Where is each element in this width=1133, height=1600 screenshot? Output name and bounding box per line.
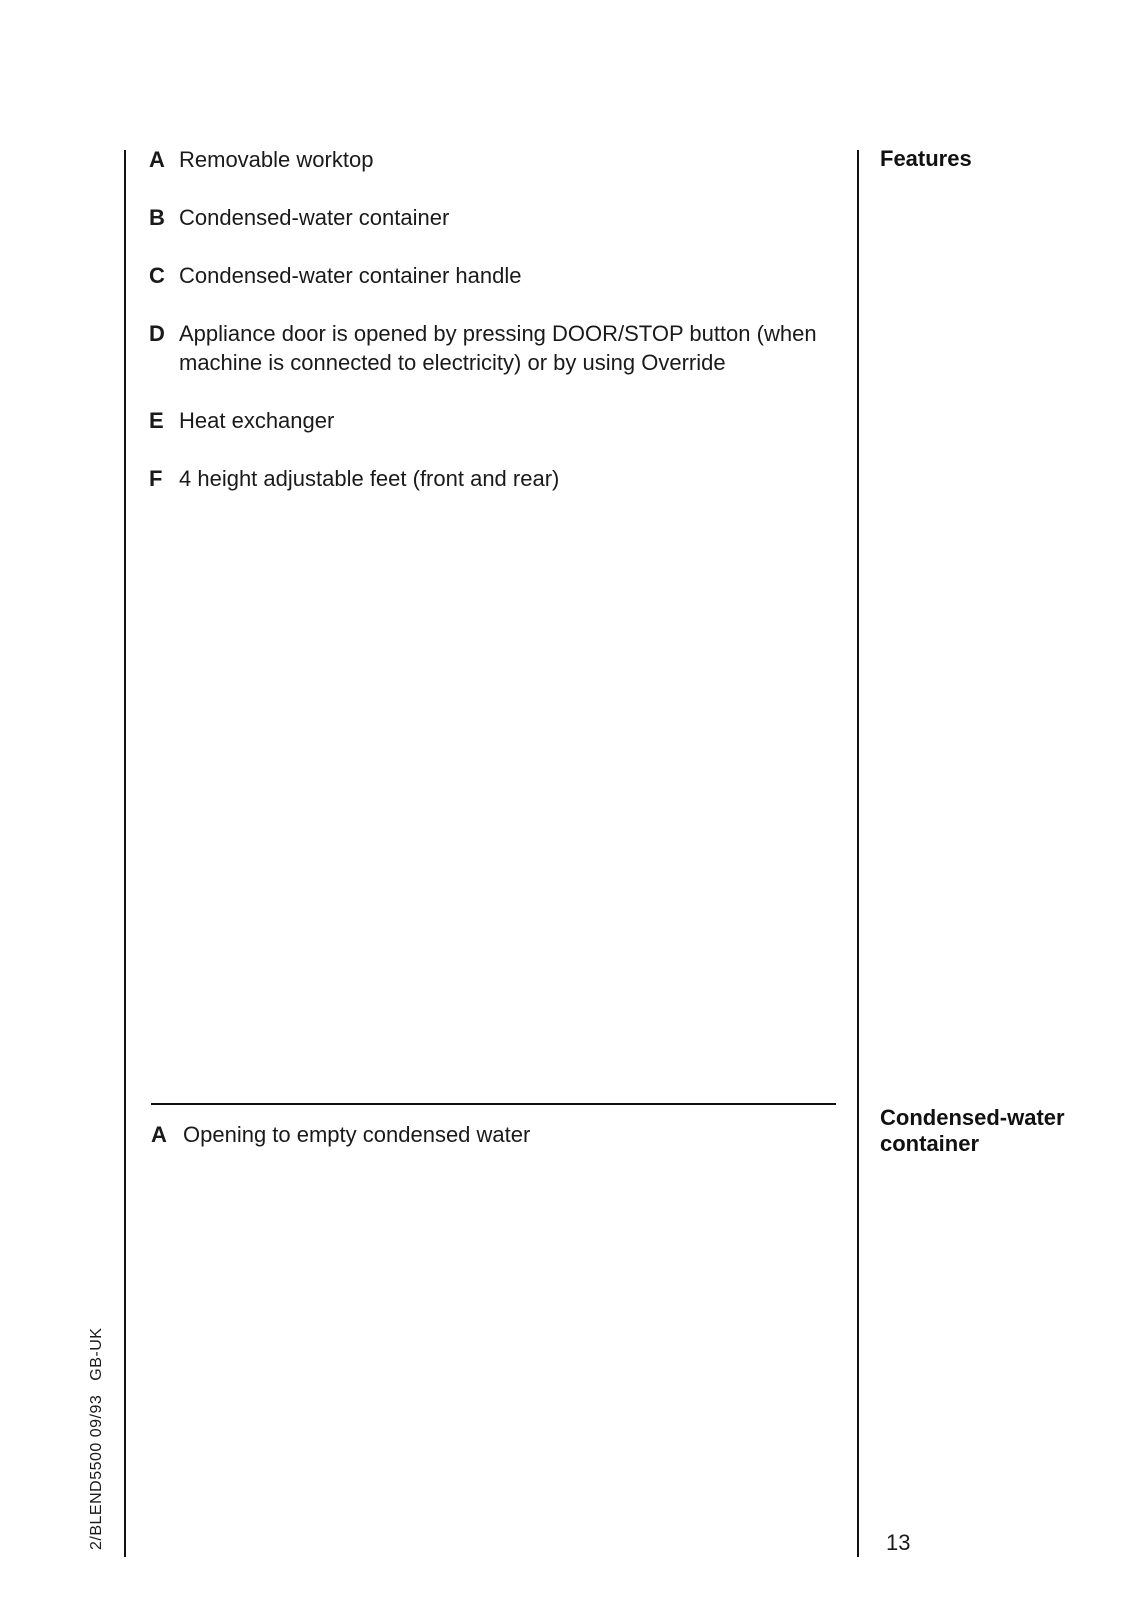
features-list [149,145,849,522]
item-text: Appliance door is opened by pressing DOOR/STOP button (when machine is connected to electricity) or by using Override [179,321,817,375]
features-heading: Features [880,146,972,171]
region-code: GB-UK [88,1327,105,1381]
item-text: Removable worktop [179,147,374,172]
list-item [149,464,849,493]
item-text: Opening to empty condensed water [183,1122,531,1147]
item-letter: B [149,205,165,230]
doc-code-text: 2/BLEND5500 09/93 [88,1394,105,1550]
item-letter: C [149,263,165,288]
item-text: 4 height adjustable feet (front and rear) [179,466,560,491]
item-text: Condensed-water container [179,205,450,230]
item-letter: A [149,147,165,172]
list-item [149,261,849,290]
section-divider [151,1103,836,1105]
item-text: Heat exchanger [179,408,335,433]
page-number: 13 [886,1530,911,1555]
list-item [149,203,849,232]
item-letter: F [149,466,163,491]
list-item [151,1120,530,1149]
list-item [149,319,849,377]
document-code [88,1328,106,1550]
list-item [149,145,849,174]
right-column-rule [857,150,859,1557]
item-letter: E [149,408,164,433]
item-letter: A [151,1122,167,1147]
condensed-water-heading: Condensed-water container [880,1105,1065,1156]
left-column-rule [124,150,126,1557]
list-item [149,406,849,435]
item-letter: D [149,321,165,346]
item-text: Condensed-water container handle [179,263,522,288]
